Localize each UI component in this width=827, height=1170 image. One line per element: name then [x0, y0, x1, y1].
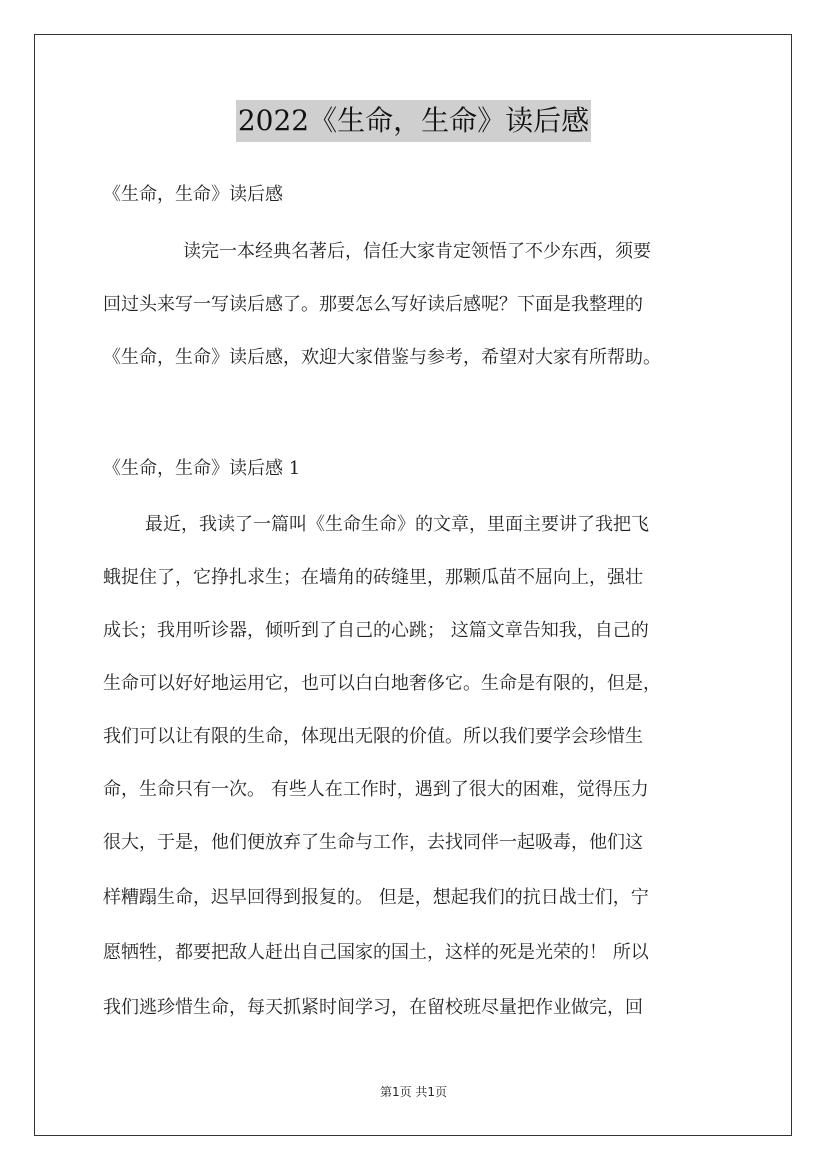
body-line-2: 蛾捉住了，它挣扎求生；在墙角的砖缝里，那颗瓜苗不屈向上，强壮: [103, 567, 643, 588]
document-title: 2022《生命，生命》读后感: [236, 100, 591, 142]
document-title-wrap: [0, 100, 827, 142]
body-line-8: 样糟蹋生命，迟早回得到报复的。 但是，想起我们的抗日战士们，宁: [103, 887, 649, 908]
intro-line-3: 《生命，生命》读后感，欢迎大家借鉴与参考，希望对大家有所帮助。: [103, 347, 661, 368]
body-line-9: 愿牺牲，都要把敌人赶出自己国家的国土，这样的死是光荣的！ 所以: [103, 942, 649, 963]
body-line-10: 我们逃珍惜生命，每天抓紧时间学习，在留校班尽量把作业做完，回: [103, 997, 643, 1018]
body-line-3: 成长；我用听诊器，倾听到了自己的心跳； 这篇文章告知我，自己的: [103, 620, 649, 641]
body-line-7: 很大，于是，他们便放弃了生命与工作，去找同伴一起吸毒，他们这: [103, 832, 643, 853]
page-footer: 第1页 共1页: [379, 1085, 448, 1099]
body-line-1: 最近，我读了一篇叫《生命生命》的文章，里面主要讲了我把飞: [145, 514, 649, 535]
subheading: 《生命，生命》读后感: [103, 184, 283, 205]
section-heading: 《生命，生命》读后感 1: [103, 458, 301, 479]
intro-line-2: 回过头来写一写读后感了。那要怎么写好读后感呢？下面是我整理的: [103, 294, 643, 315]
body-line-6: 命，生命只有一次。 有些人在工作时，遇到了很大的困难，觉得压力: [103, 779, 649, 800]
body-line-5: 我们可以让有限的生命，体现出无限的价值。所以我们要学会珍惜生: [103, 726, 643, 747]
body-line-4: 生命可以好好地运用它，也可以白白地奢侈它。生命是有限的，但是，: [103, 673, 661, 694]
intro-line-1: 读完一本经典名著后，信任大家肯定领悟了不少东西，须要: [183, 241, 651, 262]
